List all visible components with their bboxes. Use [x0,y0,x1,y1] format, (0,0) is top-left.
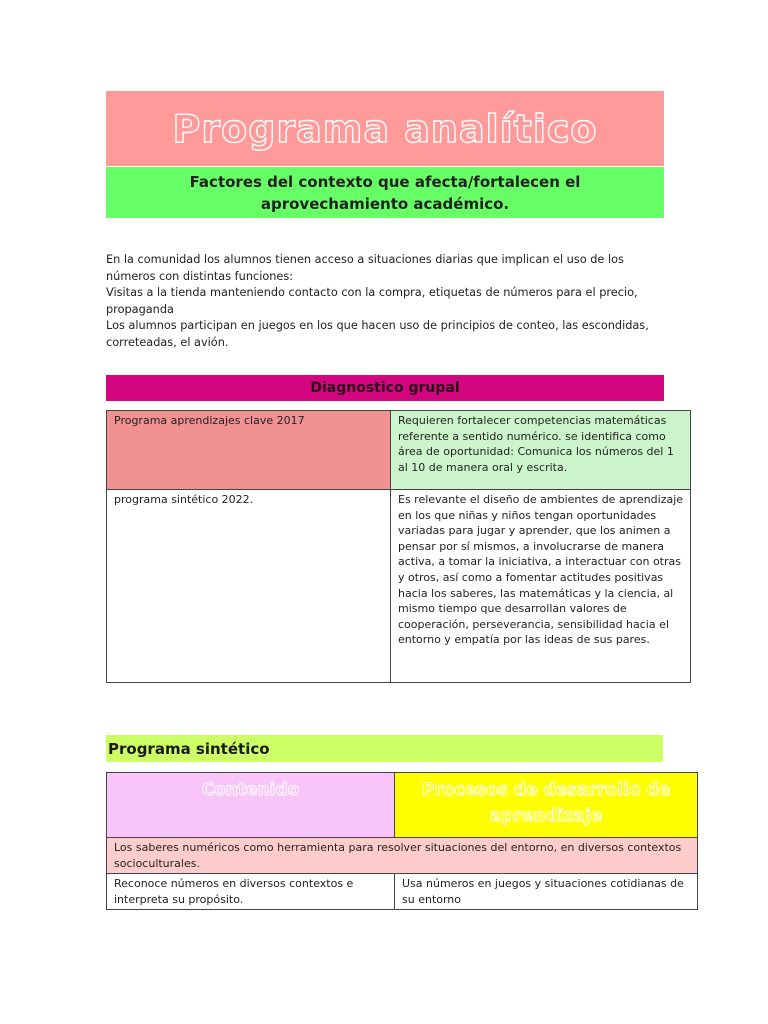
processes-header: Procesos de desarrollo de aprendizaje [421,780,671,826]
page-title: Programa analítico [172,106,598,151]
context-description [106,252,666,351]
table-row [107,874,698,910]
diagnostic-heading: Diagnostico grupal [310,380,460,396]
intro-paragraph-3: Los alumnos participan en juegos en los que hacen uso de principios de conteo, las escondidas, correteadas, el avión. [106,319,649,349]
processes-header-cell [395,773,698,838]
table-row [107,838,698,874]
intro-paragraph-2: Visitas a la tienda manteniendo contacto con la compra, etiquetas de números para el precio, propaganda [106,286,638,316]
intro-paragraph-1: En la comunidad los alumnos tienen acceso a situaciones diarias que implican el uso de los números con distintas funciones: [106,253,624,283]
content-cell: Los saberes numéricos como herramienta para resolver situaciones del entorno, en diversos contextos socioculturales. [107,838,698,874]
title-banner [106,91,664,166]
content-header-cell [107,773,395,838]
factors-banner [106,167,664,218]
pda-left-cell: Reconoce números en diversos contextos e interpreta su propósito. [107,874,395,910]
diagnostic-label-cell: programa sintético 2022. [107,490,391,683]
pda-right-cell: Usa números en juegos y situaciones cotidianas de su entorno [395,874,698,910]
diagnostic-label-cell: Programa aprendizajes clave 2017 [107,411,391,490]
synthetic-table [106,772,698,910]
synthetic-heading: Programa sintético [108,739,270,758]
diagnostic-table [106,410,691,683]
diagnostic-banner [106,375,664,401]
diagnostic-text-cell: Requieren fortalecer competencias matemáticas referente a sentido numérico. se identifica como área de oportunidad: Comunica los números del 1 al 10 de manera oral y escrita. [391,411,691,490]
table-row [107,490,691,683]
table-header-row [107,773,698,838]
diagnostic-text-cell: Es relevante el diseño de ambientes de aprendizaje en los que niñas y niños tengan oportunidades variadas para jugar y aprender, que los animen a pensar por sí mismos, a involucrarse de manera activa, a tomar la iniciativa, a interactuar con otras y otros, así como a fomentar actitudes positivas hacia los saberes, las matemáticas y la ciencia, al mismo tiempo que desarrollan valores de cooperación, perseverancia, sensibilidad hacia el entorno y empatía por las ideas de sus pares. [391,490,691,683]
synthetic-banner [106,735,663,762]
table-row [107,411,691,490]
content-header: Contenido [201,780,300,800]
factors-heading: Factores del contexto que afecta/fortalecen el aprovechamiento académico. [189,172,581,213]
